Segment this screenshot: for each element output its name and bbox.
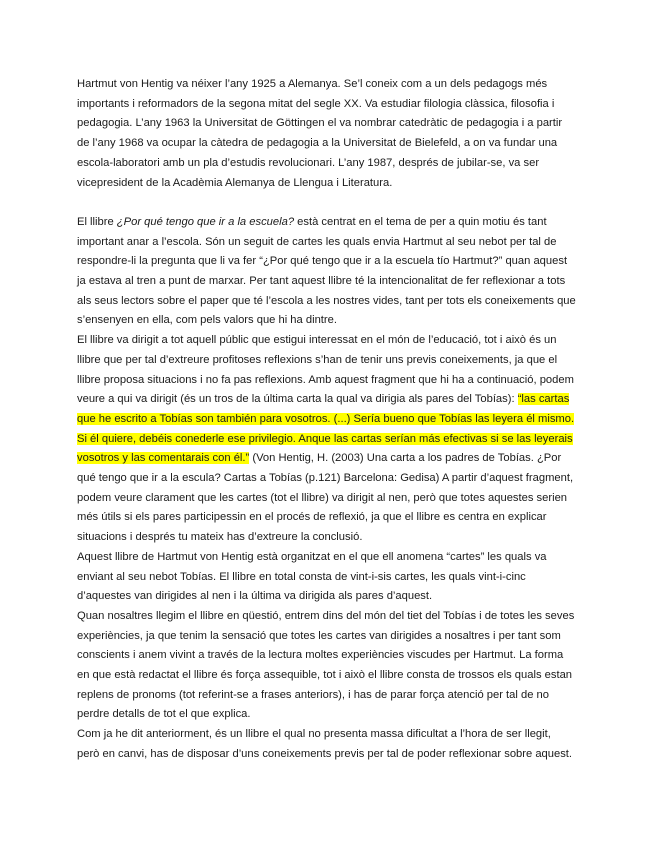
paragraph-biography [77,75,576,193]
intro-text-rest: està centrat en el tema de per a quin motiu és tant important anar a l’escola. Són un seguit de cartes les quals envia Hartmut al seu nebot per tal de respondre-li la pregunta que li va fer “¿Por qué tengo que ir a la escuela tío Hartmut?” quan aquest ja estava al tren a punt de marxar. Per tant aquest llibre té la intencionalitat de fer reflexionar a tots als seus lectors sobre el paper que té l’escola a les nostres vides, tant per tots els coneixements que s’ensenyen en ella, com pels valors que hi ha dintre. [77,215,576,327]
paragraph-book-intro [77,213,576,331]
paragraph-reading-experience [77,607,576,725]
intro-text-start: El llibre [77,215,117,228]
paragraph-audience [77,331,576,548]
book-title: ¿Por qué tengo que ir a la escuela? [116,215,295,228]
audience-text-start: El llibre va dirigit a tot aquell públic que estigui interessat en el món de l’educació, tot i això és un llibre que per tal d’extreure profitoses reflexions s’han de tenir uns previs coneixements, ja que el llibre proposa situacions i no fa pas reflexions. Amb aquest fragment que hi ha a continuació, podem veure a qui va dirigit (és un tros de la última carta la qual va dirigia als pares del Tobías): [77,334,574,406]
conclusion-text: Com ja he dit anteriorment, és un llibre el qual no presenta massa dificultat a l’hora de ser llegit, però en canvi, has de disposar d’uns coneixements previs per tal de poder reflexionar sobre aquest. [77,728,573,760]
paragraph-conclusion [77,725,576,764]
paragraph-structure [77,548,576,607]
audience-text-rest: (Von Hentig, H. (2003) Una carta a los padres de Tobías. ¿Por qué tengo que ir a la escula? Cartas a Tobías (p.121) Barcelona: Gedisa) A partir d’aquest fragment, podem veure clarament que les cartes (tot el llibre) va dirigit al nen, però que totes aquestes serien més útils si els pares participessin en el procés de reflexió, ja que el llibre es centra en explicar situacions i després tu mateix has d’extreure la conclusió. [77,452,574,544]
highlighted-quote: “las cartas que he escrito a Tobías son también para vosotros. (...) Sería bueno que Tobías las leyera él mismo. Si él quiere, debéis conederle ese privilegio. Anque las cartas serían más efectivas si se las leyerais vosotros y las comentarais con él.” [77,393,575,465]
biography-text: Hartmut von Hentig va néixer l’any 1925 a Alemanya. Se’l coneix com a un dels pedagogs més importants i reformadors de la segona mitat del segle XX. Va estudiar filologia clàssica, filosofia i pedagogia. L’any 1963 la Universitat de Göttingen el va nombrar catedràtic de pedagogia i a partir de l’any 1968 va ocupar la càtedra de pedagogia a la Universitat de Bielefeld, a on va fundar una escola-laboratori amb un pla d’estudis revolucionari. L’any 1987, després de jubilar-se, va ser vicepresident de la Acadèmia Alemanya de Llengua i Literatura. [77,78,563,189]
structure-text: Aquest llibre de Hartmut von Hentig està organitzat en el que ell anomena “cartes” les quals va enviant al seu nebot Tobías. El llibre en total consta de vint-i-sis cartes, les quals vint-i-cinc d’aquestes van dirigides al nen i la última va dirigida als pares d’aquest. [77,550,547,603]
reading-experience-text: Quan nosaltres llegim el llibre en qüestió, entrem dins del món del tiet del Tobías i de totes les seves experiències, ja que tenim la sensació que totes les cartes van dirigides a nosaltres i per tant som conscients i anem vivint a través de la lectura moltes experiències viscudes per Hartmut. La forma en que està redactat el llibre és força assequible, tot i això el llibre consta de trossos els quals estan replens de pronoms (tot referint-se a frases anteriors), i has de parar força atenció per tal de no perdre detalls de tot el que explica. [77,609,575,721]
